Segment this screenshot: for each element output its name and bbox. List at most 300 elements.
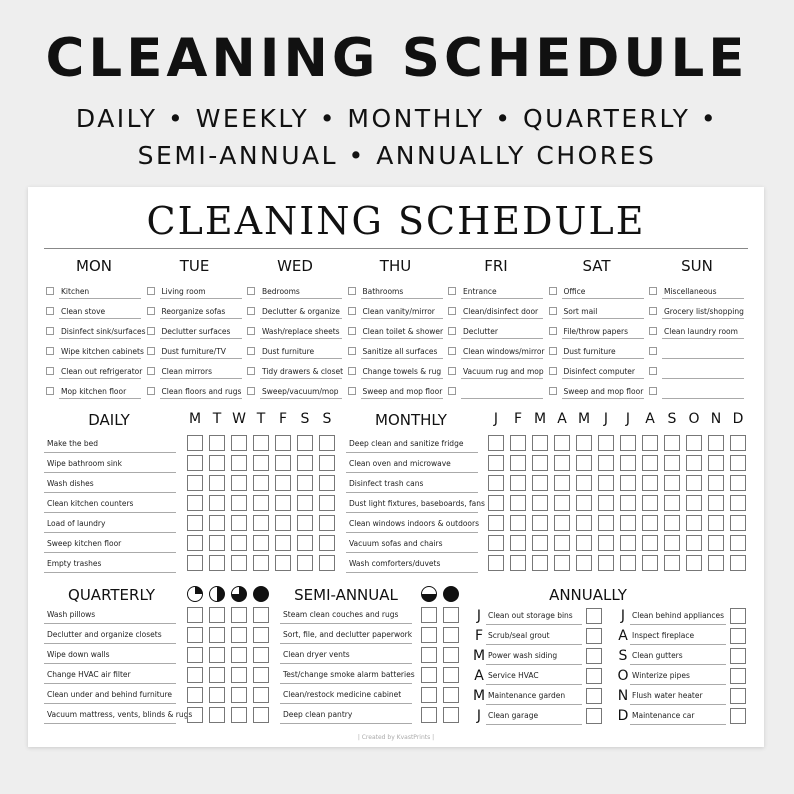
monthly-checkbox[interactable]: [598, 495, 614, 511]
weekly-task: Sweep and mop floor: [362, 387, 443, 396]
monthly-checkbox[interactable]: [664, 475, 680, 491]
monthly-checkbox[interactable]: [686, 455, 702, 471]
monthly-checkbox[interactable]: [730, 495, 746, 511]
quarterly-checkbox[interactable]: [209, 707, 225, 723]
annual-month-letter: D: [617, 708, 629, 724]
daily-checkbox[interactable]: [231, 495, 247, 511]
task-checkbox[interactable]: [448, 387, 456, 395]
daily-checkbox[interactable]: [319, 455, 335, 471]
semi-annual-checkbox[interactable]: [443, 647, 459, 663]
quarterly-checkbox[interactable]: [187, 607, 203, 623]
task-checkbox[interactable]: [247, 287, 255, 295]
monthly-checkbox[interactable]: [730, 515, 746, 531]
quarterly-checkbox[interactable]: [187, 667, 203, 683]
quarterly-task: Wash pillows: [47, 610, 96, 619]
daily-checkbox[interactable]: [319, 555, 335, 571]
daily-checkbox[interactable]: [253, 455, 269, 471]
task-line: [662, 378, 744, 379]
weekly-task: Disinfect computer: [563, 367, 635, 376]
weekly-task: File/throw papers: [563, 327, 629, 336]
quarterly-checkbox[interactable]: [253, 647, 269, 663]
task-checkbox[interactable]: [348, 367, 356, 375]
semi-annual-checkbox[interactable]: [421, 607, 437, 623]
weekly-task: Wash/replace sheets: [262, 327, 340, 336]
weekly-task: Sanitize all surfaces: [362, 347, 438, 356]
monthly-checkbox[interactable]: [532, 475, 548, 491]
monthly-checkbox[interactable]: [664, 495, 680, 511]
task-checkbox[interactable]: [247, 347, 255, 355]
task-line: [630, 704, 726, 705]
quarterly-checkbox[interactable]: [231, 687, 247, 703]
monthly-checkbox[interactable]: [598, 515, 614, 531]
task-line: [346, 572, 478, 573]
task-checkbox[interactable]: [448, 367, 456, 375]
semi-annual-checkbox[interactable]: [443, 707, 459, 723]
annual-month-letter: A: [618, 628, 628, 644]
daily-checkbox[interactable]: [209, 535, 225, 551]
quarterly-checkbox[interactable]: [231, 707, 247, 723]
task-line: [260, 318, 342, 319]
daily-checkbox[interactable]: [231, 515, 247, 531]
monthly-checkbox[interactable]: [730, 535, 746, 551]
task-line: [630, 644, 726, 645]
daily-checkbox[interactable]: [231, 435, 247, 451]
title-divider: [44, 248, 748, 249]
month-letter: M: [577, 411, 591, 427]
monthly-checkbox[interactable]: [708, 455, 724, 471]
monthly-checkbox[interactable]: [554, 535, 570, 551]
daily-task: Sweep kitchen floor: [47, 539, 122, 548]
task-checkbox[interactable]: [46, 387, 54, 395]
task-line: [346, 512, 478, 513]
annual-checkbox[interactable]: [730, 688, 746, 704]
daily-task: Wash dishes: [47, 479, 94, 488]
monthly-checkbox[interactable]: [642, 515, 658, 531]
monthly-checkbox[interactable]: [642, 435, 658, 451]
weekday-letter: F: [278, 411, 288, 427]
daily-checkbox[interactable]: [187, 535, 203, 551]
monthly-checkbox[interactable]: [488, 555, 504, 571]
quarterly-task: Change HVAC air filter: [47, 670, 131, 679]
task-line: [361, 338, 443, 339]
monthly-checkbox[interactable]: [554, 435, 570, 451]
weekly-task: Vacuum rug and mop: [463, 367, 544, 376]
daily-checkbox[interactable]: [209, 515, 225, 531]
daily-checkbox[interactable]: [253, 475, 269, 491]
monthly-checkbox[interactable]: [598, 555, 614, 571]
semi-annual-checkbox[interactable]: [443, 627, 459, 643]
monthly-checkbox[interactable]: [620, 455, 636, 471]
task-checkbox[interactable]: [348, 287, 356, 295]
annual-checkbox[interactable]: [730, 708, 746, 724]
task-line: [44, 472, 176, 473]
task-checkbox[interactable]: [649, 307, 657, 315]
monthly-checkbox[interactable]: [488, 495, 504, 511]
task-checkbox[interactable]: [46, 347, 54, 355]
task-checkbox[interactable]: [549, 287, 557, 295]
daily-checkbox[interactable]: [231, 455, 247, 471]
task-line: [260, 338, 342, 339]
quarterly-checkbox[interactable]: [209, 607, 225, 623]
task-line: [562, 298, 644, 299]
monthly-checkbox[interactable]: [576, 435, 592, 451]
monthly-checkbox[interactable]: [576, 475, 592, 491]
monthly-checkbox[interactable]: [576, 495, 592, 511]
monthly-checkbox[interactable]: [730, 455, 746, 471]
daily-checkbox[interactable]: [209, 455, 225, 471]
task-checkbox[interactable]: [348, 307, 356, 315]
annual-checkbox[interactable]: [730, 628, 746, 644]
task-line: [662, 318, 744, 319]
monthly-checkbox[interactable]: [730, 435, 746, 451]
daily-checkbox[interactable]: [209, 555, 225, 571]
daily-checkbox[interactable]: [297, 555, 313, 571]
monthly-checkbox[interactable]: [642, 455, 658, 471]
monthly-task: Disinfect trash cans: [349, 479, 424, 488]
annual-checkbox[interactable]: [586, 688, 602, 704]
daily-checkbox[interactable]: [231, 475, 247, 491]
monthly-checkbox[interactable]: [576, 515, 592, 531]
annual-checkbox[interactable]: [586, 668, 602, 684]
daily-checkbox[interactable]: [209, 435, 225, 451]
monthly-checkbox[interactable]: [532, 495, 548, 511]
semi-annual-task: Clean dryer vents: [283, 650, 350, 659]
weekly-task: Clean windows/mirror: [463, 347, 545, 356]
annual-checkbox[interactable]: [730, 648, 746, 664]
monthly-checkbox[interactable]: [620, 515, 636, 531]
monthly-checkbox[interactable]: [598, 475, 614, 491]
monthly-checkbox[interactable]: [576, 535, 592, 551]
monthly-checkbox[interactable]: [554, 455, 570, 471]
daily-checkbox[interactable]: [187, 435, 203, 451]
task-checkbox[interactable]: [649, 367, 657, 375]
quarterly-checkbox[interactable]: [209, 687, 225, 703]
task-checkbox[interactable]: [247, 307, 255, 315]
monthly-checkbox[interactable]: [664, 455, 680, 471]
daily-checkbox[interactable]: [187, 495, 203, 511]
daily-checkbox[interactable]: [231, 535, 247, 551]
daily-checkbox[interactable]: [253, 555, 269, 571]
monthly-checkbox[interactable]: [620, 475, 636, 491]
annually-title: ANNUALLY: [549, 586, 627, 604]
daily-checkbox[interactable]: [319, 435, 335, 451]
quarterly-checkbox[interactable]: [231, 647, 247, 663]
semi-annual-checkbox[interactable]: [421, 627, 437, 643]
weekly-task: Declutter: [463, 327, 498, 336]
task-checkbox[interactable]: [348, 327, 356, 335]
task-checkbox[interactable]: [46, 307, 54, 315]
monthly-checkbox[interactable]: [532, 455, 548, 471]
daily-checkbox[interactable]: [209, 495, 225, 511]
semi-annual-checkbox[interactable]: [421, 647, 437, 663]
semi-annual-checkbox[interactable]: [443, 687, 459, 703]
daily-task: Empty trashes: [47, 559, 102, 568]
task-line: [280, 643, 412, 644]
monthly-checkbox[interactable]: [554, 515, 570, 531]
task-line: [59, 298, 141, 299]
monthly-checkbox[interactable]: [620, 435, 636, 451]
monthly-checkbox[interactable]: [642, 555, 658, 571]
monthly-checkbox[interactable]: [510, 455, 526, 471]
task-line: [44, 492, 176, 493]
monthly-checkbox[interactable]: [642, 535, 658, 551]
daily-title: DAILY: [88, 411, 130, 429]
quarterly-checkbox[interactable]: [253, 707, 269, 723]
daily-checkbox[interactable]: [297, 455, 313, 471]
monthly-checkbox[interactable]: [642, 495, 658, 511]
daily-checkbox[interactable]: [319, 495, 335, 511]
daily-checkbox[interactable]: [319, 515, 335, 531]
task-checkbox[interactable]: [147, 327, 155, 335]
quarterly-checkbox[interactable]: [231, 627, 247, 643]
weekly-task: Clean out refrigerator: [61, 367, 143, 376]
task-checkbox[interactable]: [549, 307, 557, 315]
task-checkbox[interactable]: [549, 327, 557, 335]
semi-annual-checkbox[interactable]: [421, 687, 437, 703]
task-line: [280, 723, 412, 724]
monthly-checkbox[interactable]: [532, 535, 548, 551]
month-letter: N: [710, 411, 722, 427]
quarterly-checkbox[interactable]: [253, 687, 269, 703]
quarterly-checkbox[interactable]: [187, 687, 203, 703]
annual-checkbox[interactable]: [730, 608, 746, 624]
semi-annual-checkbox[interactable]: [443, 607, 459, 623]
task-line: [280, 703, 412, 704]
annual-task: Winterize pipes: [632, 671, 690, 680]
quarterly-checkbox[interactable]: [187, 707, 203, 723]
daily-checkbox[interactable]: [297, 535, 313, 551]
semi-annual-task: Deep clean pantry: [283, 710, 353, 719]
monthly-checkbox[interactable]: [686, 495, 702, 511]
daily-checkbox[interactable]: [187, 455, 203, 471]
monthly-checkbox[interactable]: [554, 495, 570, 511]
monthly-checkbox[interactable]: [554, 555, 570, 571]
daily-checkbox[interactable]: [275, 455, 291, 471]
annual-checkbox[interactable]: [586, 628, 602, 644]
task-checkbox[interactable]: [448, 287, 456, 295]
monthly-checkbox[interactable]: [488, 475, 504, 491]
monthly-checkbox[interactable]: [510, 435, 526, 451]
task-checkbox[interactable]: [348, 387, 356, 395]
annual-task: Maintenance car: [632, 711, 695, 720]
task-line: [461, 298, 543, 299]
monthly-checkbox[interactable]: [686, 475, 702, 491]
weekly-task: Tidy drawers & closet: [262, 367, 344, 376]
annual-checkbox[interactable]: [586, 648, 602, 664]
daily-checkbox[interactable]: [253, 495, 269, 511]
monthly-checkbox[interactable]: [620, 555, 636, 571]
task-checkbox[interactable]: [649, 287, 657, 295]
day-header-mon: MON: [76, 257, 112, 275]
monthly-checkbox[interactable]: [620, 535, 636, 551]
task-checkbox[interactable]: [448, 327, 456, 335]
weekly-task: Reorganize sofas: [161, 307, 226, 316]
daily-checkbox[interactable]: [253, 515, 269, 531]
monthly-checkbox[interactable]: [708, 475, 724, 491]
task-checkbox[interactable]: [147, 287, 155, 295]
semi-annual-checkbox[interactable]: [421, 667, 437, 683]
monthly-checkbox[interactable]: [708, 535, 724, 551]
monthly-checkbox[interactable]: [664, 515, 680, 531]
semi-annual-checkbox[interactable]: [443, 667, 459, 683]
task-checkbox[interactable]: [247, 367, 255, 375]
banner-title: CLEANING SCHEDULE: [45, 28, 749, 89]
task-line: [59, 358, 141, 359]
task-checkbox[interactable]: [247, 327, 255, 335]
monthly-checkbox[interactable]: [620, 495, 636, 511]
daily-checkbox[interactable]: [297, 475, 313, 491]
annual-task: Clean gutters: [632, 651, 683, 660]
monthly-checkbox[interactable]: [642, 475, 658, 491]
annual-task: Clean behind appliances: [632, 611, 725, 620]
task-checkbox[interactable]: [147, 387, 155, 395]
monthly-checkbox[interactable]: [554, 475, 570, 491]
monthly-checkbox[interactable]: [488, 455, 504, 471]
monthly-checkbox[interactable]: [708, 555, 724, 571]
daily-checkbox[interactable]: [275, 555, 291, 571]
weekly-task: Bedrooms: [262, 287, 300, 296]
annual-checkbox[interactable]: [730, 668, 746, 684]
monthly-checkbox[interactable]: [488, 515, 504, 531]
weekly-task: Change towels & rug: [362, 367, 442, 376]
task-checkbox[interactable]: [46, 327, 54, 335]
annual-checkbox[interactable]: [586, 608, 602, 624]
monthly-checkbox[interactable]: [510, 495, 526, 511]
daily-checkbox[interactable]: [319, 535, 335, 551]
monthly-checkbox[interactable]: [708, 515, 724, 531]
quarterly-checkbox[interactable]: [209, 627, 225, 643]
monthly-checkbox[interactable]: [488, 535, 504, 551]
weekly-task: Kitchen: [61, 287, 90, 296]
daily-checkbox[interactable]: [297, 495, 313, 511]
day-header-sun: SUN: [681, 257, 713, 275]
monthly-checkbox[interactable]: [686, 435, 702, 451]
daily-checkbox[interactable]: [275, 435, 291, 451]
task-checkbox[interactable]: [147, 367, 155, 375]
task-checkbox[interactable]: [147, 307, 155, 315]
weekly-task: Clean stove: [61, 307, 106, 316]
task-line: [486, 664, 582, 665]
quarterly-checkbox[interactable]: [253, 627, 269, 643]
task-line: [346, 472, 478, 473]
task-checkbox[interactable]: [147, 347, 155, 355]
task-checkbox[interactable]: [348, 347, 356, 355]
quarterly-checkbox[interactable]: [209, 647, 225, 663]
daily-checkbox[interactable]: [253, 535, 269, 551]
task-checkbox[interactable]: [247, 387, 255, 395]
task-line: [44, 663, 176, 664]
quarter-1-icon: [187, 586, 203, 602]
weekday-letter: T: [212, 411, 222, 427]
daily-checkbox[interactable]: [275, 475, 291, 491]
monthly-checkbox[interactable]: [532, 555, 548, 571]
daily-checkbox[interactable]: [275, 515, 291, 531]
quarterly-checkbox[interactable]: [231, 607, 247, 623]
annual-month-letter: F: [474, 628, 484, 644]
task-line: [280, 663, 412, 664]
task-checkbox[interactable]: [549, 367, 557, 375]
monthly-checkbox[interactable]: [686, 555, 702, 571]
day-header-fri: FRI: [484, 257, 508, 275]
monthly-checkbox[interactable]: [664, 555, 680, 571]
daily-checkbox[interactable]: [253, 435, 269, 451]
task-line: [160, 398, 242, 399]
monthly-checkbox[interactable]: [730, 555, 746, 571]
task-checkbox[interactable]: [448, 347, 456, 355]
monthly-checkbox[interactable]: [664, 535, 680, 551]
task-line: [160, 298, 242, 299]
monthly-checkbox[interactable]: [708, 495, 724, 511]
daily-checkbox[interactable]: [187, 515, 203, 531]
monthly-checkbox[interactable]: [532, 435, 548, 451]
daily-checkbox[interactable]: [297, 435, 313, 451]
monthly-checkbox[interactable]: [708, 435, 724, 451]
monthly-checkbox[interactable]: [664, 435, 680, 451]
annual-task: Clean out storage bins: [488, 611, 573, 620]
daily-checkbox[interactable]: [187, 555, 203, 571]
task-checkbox[interactable]: [649, 327, 657, 335]
half-1-icon: [421, 586, 437, 602]
task-checkbox[interactable]: [549, 387, 557, 395]
monthly-checkbox[interactable]: [686, 535, 702, 551]
monthly-checkbox[interactable]: [576, 555, 592, 571]
monthly-checkbox[interactable]: [598, 435, 614, 451]
task-checkbox[interactable]: [549, 347, 557, 355]
annual-checkbox[interactable]: [586, 708, 602, 724]
quarterly-checkbox[interactable]: [187, 647, 203, 663]
daily-checkbox[interactable]: [209, 475, 225, 491]
monthly-checkbox[interactable]: [598, 535, 614, 551]
monthly-checkbox[interactable]: [510, 535, 526, 551]
daily-checkbox[interactable]: [187, 475, 203, 491]
daily-checkbox[interactable]: [297, 515, 313, 531]
quarterly-checkbox[interactable]: [187, 627, 203, 643]
monthly-checkbox[interactable]: [730, 475, 746, 491]
task-line: [44, 452, 176, 453]
task-checkbox[interactable]: [46, 287, 54, 295]
weekly-task: Declutter surfaces: [161, 327, 231, 336]
task-line: [59, 378, 141, 379]
task-checkbox[interactable]: [46, 367, 54, 375]
month-letter: F: [513, 411, 523, 427]
monthly-checkbox[interactable]: [510, 555, 526, 571]
daily-checkbox[interactable]: [319, 475, 335, 491]
monthly-checkbox[interactable]: [488, 435, 504, 451]
daily-checkbox[interactable]: [275, 495, 291, 511]
monthly-checkbox[interactable]: [598, 455, 614, 471]
task-checkbox[interactable]: [448, 307, 456, 315]
semi-annual-checkbox[interactable]: [421, 707, 437, 723]
quarterly-checkbox[interactable]: [253, 607, 269, 623]
quarterly-checkbox[interactable]: [231, 667, 247, 683]
monthly-checkbox[interactable]: [510, 475, 526, 491]
monthly-checkbox[interactable]: [686, 515, 702, 531]
task-checkbox[interactable]: [649, 347, 657, 355]
quarterly-checkbox[interactable]: [253, 667, 269, 683]
monthly-checkbox[interactable]: [532, 515, 548, 531]
semi-annual-task: Steam clean couches and rugs: [283, 610, 399, 619]
task-line: [461, 318, 543, 319]
daily-checkbox[interactable]: [231, 555, 247, 571]
task-checkbox[interactable]: [649, 387, 657, 395]
monthly-checkbox[interactable]: [510, 515, 526, 531]
weekly-task: Entrance: [463, 287, 497, 296]
daily-checkbox[interactable]: [275, 535, 291, 551]
quarterly-checkbox[interactable]: [209, 667, 225, 683]
task-line: [361, 298, 443, 299]
task-line: [44, 572, 176, 573]
monthly-checkbox[interactable]: [576, 455, 592, 471]
